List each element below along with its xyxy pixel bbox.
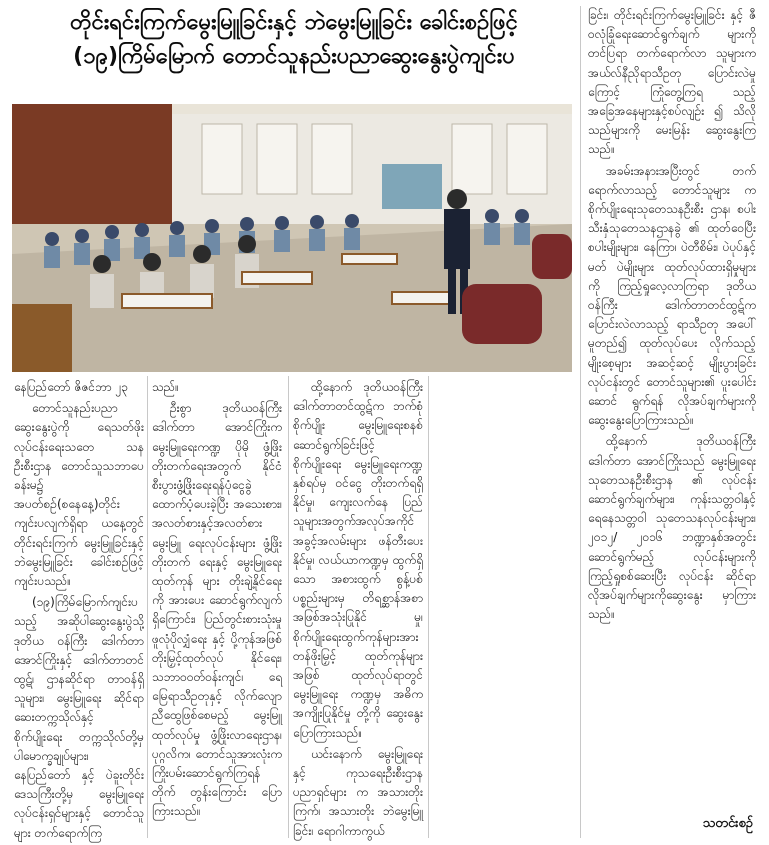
headline-line-2: (၁၉)ကြိမ်မြောက် တောင်သူနည်းပညာဆွေးနွေးပွဲကျင်းပ [73,44,515,69]
meeting-photo-illustration [12,104,572,372]
column-divider [288,376,289,838]
article-paragraph: တောင်သူနည်းပညာ ဆွေးနွေးပွဲကို ရေသတ်ဖိုးလုပ်ငန်းရေးသတေ သနဦးစီးဌာန တောင်သူသဘာပေ ခန်းမ၌ အပတ်စဉ်(စနေနေ့)တိုင်း ကျင်းပလျက်ရှိရာ ယနေ့တွင် တိုင်းရင်းကြက် မွေးမြူခြင်းနှင့် ဘဲမွေးမြူခြင်း ခေါင်းစဉ်ဖြင့် ကျင်းပသည်။ [14,401,144,589]
article-paragraph: ထို့နောက် ဒုတိယဝန်ကြီး ဒေါက်တာတင်ထွဋ်က ဘက်စုံ စိုက်ပျိုး မွေးမြူရေးစနစ် ဆောင်ရွက်ခြင်းဖြင့် စိုက်ပျိုးရေး မွေးမြူရေးကဏ္ဍနှစ်ရပ်မှ ဝင်ငွေ တိုးတက်ရရှိနိုင်မှု၊ ကျေးလက်နေ ပြည်သူများအတွက်အလုပ်အကိုင် အခွင့်အလမ်းများ ဖန်တီးပေးနိုင်မှု၊ လယ်ယာကဏ္ဍမှ ထွက်ရှိသော အစားထွက် စွန့်ပစ်ပစ္စည်းများမှ တိရစ္ဆာန်အစာအဖြစ်အသုံးပြုနိုင် မှု၊ စိုက်ပျိုးရေးထွက်ကုန်များအား တန်ဖိုးမြှင့် ထုတ်ကုန်များအဖြစ် ထုတ်လုပ်ရာတွင် မွေးမြူရေး ကဏ္ဍမှ အဓိကအကျိုးပြုနိုင်မှု တို့ကို ဆွေးနွေးပြောကြားသည်။ [293,380,423,740]
column-divider [147,376,148,838]
article-paragraph: ဦးစွာ ဒုတိယဝန်ကြီး ဒေါက်တာ အောင်ကြိုးက မွေးမြူရေးကဏ္ဍ ပိုမို ဖွံ့ဖြိုးတိုးတက်ရေးအတွက် နိုင်ငံစီးပွားဖွံ့ဖြိုးရေးရန်ပုံငွေခွဲ ထောက်ပံ့ပေးခဲ့ပြီး အသေးစား၊ အလတ်စားနှင့်အလတ်စား မွေးမြူ ရေးလုပ်ငန်းများ ဖွံ့ဖြိုးတိုးတက် ရေးနှင့် မွေးမြူရေးထုတ်ကုန် များ တိုးချဲ့နိုင်ရေးကို အားပေး ဆောင်ရွက်လျက် ရှိကြောင်း၊ ပြည်တွင်းစားသုံးမှု ဖူလုံပိုလျှံရေး နှင့် ပို့ကုန်အဖြစ်တိုးမြှင့်ထုတ်လုပ် နိုင်ရေး၊ သဘာဝဝတ်ဝန်းကျင်၊ ရေမြေရာသီဥတုနှင့် လိုက်လျော ညီထွေဖြစ်စေမည့် မွေးမြူ ထုတ်လုပ်မှု ဖွံ့ဖြိုးလာရေးဌာန၊ ပုဂ္ဂလိက၊ တောင်သူအားလုံးက ကြိုးပမ်းဆောင်ရွက်ကြရန် တိုက် တွန်းကြောင်း ပြောကြားသည်။ [152,401,282,819]
column-divider [580,6,581,838]
article-paragraph: ခြင်း၊ တိုင်းရင်းကြက်မွေးမြူခြင်း နှင့် ဇီဝလုံခြုံရေးဆောင်ရွက်ချက် များကိုတင်ပြရာ တက်ရောက်လာ သူများက အယ်လ်နီညိုရာသီဥတု ပြောင်းလဲမှုကြောင့် ကြုံတွေ့ကြရ သည့် အခြေအနေများနှင့်စပ်လျဉ်း ၍ သိလိုသည်များကို မေးမြန်း ဆွေးနွေးကြသည်။ [588,8,756,157]
byline: သတင်းစဉ် [702,816,753,831]
headline-line-1: တိုင်းရင်းကြက်မွေးမြူခြင်းနှင့် ဘဲမွေးမြူခြင်း ခေါင်းစဉ်ဖြင့် [70,10,518,35]
column-divider [428,376,429,838]
article-paragraph: ထို့နောက် ဒုတိယဝန်ကြီး ဒေါက်တာ အောင်ကြိုးသည် မွေးမြူရေးသုတေသနဦးစီးဌာန ၏ လုပ်ငန်းဆောင်ရွက်ချက်များ၊ ကုန်းသတ္တဝါနှင့် ရေနေသတ္တဝါ သုတေသနလုပ်ငန်းများ၊ ၂၀၁၂/ ၂၀၁၆ ဘဏ္ဍာနှစ်အတွင်း ဆောင်ရွက်မည့် လုပ်ငန်းများကို ကြည့်ရှုစစ်ဆေးပြီး လုပ်ငန်း ဆိုင်ရာလိုအပ်ချက်များကိုဆွေးနွေး မှာကြားသည်။ [588,434,756,622]
article-headline [14,6,574,74]
article-column-1 [14,378,144,845]
dateline: နေပြည်တော် ဇိဇင်ဘာ ၂၃ [14,380,129,394]
article-paragraph: ယင်းနောက် မွေးမြူရေးနှင့် ကုသရေးဦးစီးဌာန ပညာရှင်များ က အသားတိုးကြက်၊ အသားတိုး ဘဲမွေးမြူခြင်း၊ ရောဂါကာကွယ် [293,746,423,838]
article-paragraph: အခမ်းအနားအပြီးတွင် တက် ရောက်လာသည့် တောင်သူများ က စိုက်ပျိုးရေးသုတေသနဦးစီး ဌာန၊ စပါးသီးနှံသုတေသနဌာနခွဲ ၏ ထုတ်ဝေပြီး စပါးမျိုးများ၊ နေကြာ၊ ပဲတီစိမ်း၊ ပဲပုပ်နှင့် မတ် ပဲမျိုးများ ထုတ်လုပ်ထားရှိမှုများ ကို ကြည့်ရှုလေ့လာကြရာ ဒုတိယ ဝန်ကြီး ဒေါက်တာတင်ထွဋ်က ပြောင်းလဲလာသည့် ရာသီဥတု အပေါ်မူတည်၍ ထုတ်လုပ်ပေး လိုက်သည့် မျိုးစေ့များ အဆင့်ဆင့် မျိုးပွားခြင်း လုပ်ငန်းတွင် တောင်သူများ၏ ပူးပေါင်းဆောင် ရွက်ရန် လိုအပ်ချက်များကို ဆွေးနွေးပြောကြားသည်။ [588,163,756,428]
article-column-4 [588,6,756,627]
article-column-2 [152,378,282,824]
news-photo [12,104,572,372]
article-paragraph: (၁၉)ကြိမ်မြောက်ကျင်းပသည့် အဆိုပါဆွေးနွေးပွဲသို့ ဒုတိယ ဝန်ကြီး ဒေါက်တာအောင်ကြိုးနှင့် ဒေါက်တာတင်ထွဋ်၊ ဌာနဆိုင်ရာ တာဝန်ရှိသူများ၊ မွေးမြူရေး ဆိုင်ရာ ဆေးတက္ကသိုလ်နှင့် စိုက်ပျိုးရေး တက္ကသိုလ်တို့မှ ပါမောက္ခချုပ်များ၊ နေပြည်တော် နှင့် ပဲခူးတိုင်းဒေသကြီးတို့မှ မွေးမြူရေး လုပ်ငန်းရှင်များနှင့် တောင်သူများ တက်ရောက်ကြ [14,595,144,840]
article-paragraph: သည်။ [152,380,179,394]
article-column-3 [293,378,423,843]
